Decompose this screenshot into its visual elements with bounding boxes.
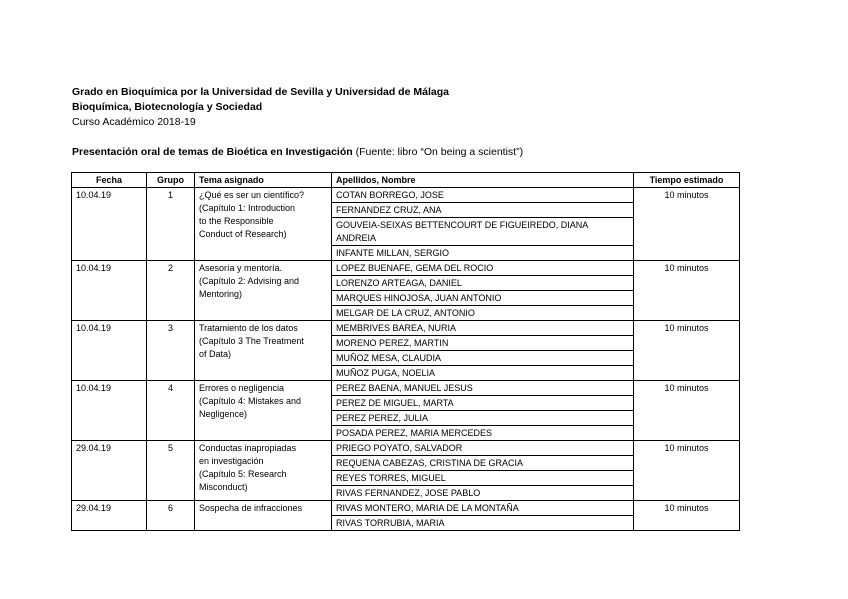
cell-tema bbox=[195, 188, 332, 261]
cell-tiempo: 10 minutos bbox=[634, 381, 740, 441]
cell-nombre: GOUVEIA-SEIXAS BETTENCOURT DE FIGUEIREDO, DIANA ANDREIA bbox=[332, 218, 634, 246]
tema-line: Mentoring) bbox=[199, 289, 243, 299]
document-header bbox=[72, 85, 449, 130]
cell-grupo: 6 bbox=[147, 501, 195, 531]
tema-line: Errores o negligencia bbox=[199, 383, 285, 393]
header-fecha: Fecha bbox=[72, 173, 147, 188]
cell-nombre: PEREZ DE MIGUEL, MARTA bbox=[332, 396, 634, 411]
tema-line: (Capítulo 1: Introduction bbox=[199, 203, 296, 213]
cell-nombre: RIVAS MONTERO, MARIA DE LA MONTAÑA bbox=[332, 501, 634, 516]
cell-tema bbox=[195, 501, 332, 531]
tema-line: Sospecha de infracciones bbox=[199, 503, 303, 513]
cell-tema bbox=[195, 381, 332, 441]
tema-line: of Data) bbox=[199, 349, 232, 359]
cell-nombre: LOPEZ BUENAFE, GEMA DEL ROCIO bbox=[332, 261, 634, 276]
header-tiempo: Tiempo estimado bbox=[634, 173, 740, 188]
cell-tema bbox=[195, 261, 332, 321]
cell-tiempo: 10 minutos bbox=[634, 441, 740, 501]
tema-line: Conductas inapropiadas bbox=[199, 443, 297, 453]
cell-nombre: MUÑOZ PUGA, NOELIA bbox=[332, 366, 634, 381]
cell-nombre: INFANTE MILLAN, SERGIO bbox=[332, 246, 634, 261]
cell-nombre: REQUENA CABEZAS, CRISTINA DE GRACIA bbox=[332, 456, 634, 471]
cell-fecha: 29.04.19 bbox=[72, 441, 147, 501]
cell-nombre: LORENZO ARTEAGA, DANIEL bbox=[332, 276, 634, 291]
cell-tiempo: 10 minutos bbox=[634, 321, 740, 381]
header-nombre: Apellidos, Nombre bbox=[332, 173, 634, 188]
cell-tema bbox=[195, 441, 332, 501]
section-title bbox=[72, 145, 523, 160]
cell-grupo: 4 bbox=[147, 381, 195, 441]
tema-line: (Capítulo 4: Mistakes and bbox=[199, 396, 302, 406]
cell-nombre: COTAN BORREGO, JOSE bbox=[332, 188, 634, 203]
section-title-source: (Fuente: libro “On being a scientist”) bbox=[352, 146, 524, 158]
tema-line: ¿Qué es ser un científico? bbox=[199, 190, 305, 200]
tema-line: Conduct of Research) bbox=[199, 229, 287, 239]
course-title: Bioquímica, Biotecnología y Sociedad bbox=[72, 101, 263, 113]
tema-line: (Capítulo 3 The Treatment bbox=[199, 336, 304, 346]
cell-nombre: POSADA PEREZ, MARIA MERCEDES bbox=[332, 426, 634, 441]
table-row bbox=[72, 321, 740, 336]
cell-grupo: 1 bbox=[147, 188, 195, 261]
cell-tiempo: 10 minutos bbox=[634, 501, 740, 531]
cell-grupo: 2 bbox=[147, 261, 195, 321]
tema-line: (Capítulo 5: Research bbox=[199, 469, 287, 479]
header-grupo: Grupo bbox=[147, 173, 195, 188]
cell-nombre: FERNANDEZ CRUZ, ANA bbox=[332, 203, 634, 218]
degree-title: Grado en Bioquímica por la Universidad de Sevilla y Universidad de Málaga bbox=[72, 86, 449, 98]
table-row bbox=[72, 501, 740, 516]
cell-grupo: 5 bbox=[147, 441, 195, 501]
tema-line: Asesoría y mentoría. bbox=[199, 263, 283, 273]
cell-nombre: PEREZ BAENA, MANUEL JESUS bbox=[332, 381, 634, 396]
cell-tiempo: 10 minutos bbox=[634, 188, 740, 261]
cell-nombre: MARQUES HINOJOSA, JUAN ANTONIO bbox=[332, 291, 634, 306]
cell-grupo: 3 bbox=[147, 321, 195, 381]
cell-fecha: 10.04.19 bbox=[72, 188, 147, 261]
cell-tema bbox=[195, 321, 332, 381]
cell-nombre: REYES TORRES, MIGUEL bbox=[332, 471, 634, 486]
cell-nombre: RIVAS FERNANDEZ, JOSE PABLO bbox=[332, 486, 634, 501]
cell-nombre: PRIEGO POYATO, SALVADOR bbox=[332, 441, 634, 456]
table-body bbox=[72, 188, 740, 531]
cell-fecha: 29.04.19 bbox=[72, 501, 147, 531]
table-row bbox=[72, 188, 740, 203]
header-tema: Tema asignado bbox=[195, 173, 332, 188]
table-header-row bbox=[72, 173, 740, 188]
tema-line: Negligence) bbox=[199, 409, 248, 419]
cell-nombre: MELGAR DE LA CRUZ, ANTONIO bbox=[332, 306, 634, 321]
cell-nombre: MEMBRIVES BAREA, NURIA bbox=[332, 321, 634, 336]
tema-line: Tratamiento de los datos bbox=[199, 323, 298, 333]
tema-line: Misconduct) bbox=[199, 482, 248, 492]
cell-nombre: MORENO PEREZ, MARTIN bbox=[332, 336, 634, 351]
cell-fecha: 10.04.19 bbox=[72, 321, 147, 381]
cell-nombre: MUÑOZ MESA, CLAUDIA bbox=[332, 351, 634, 366]
academic-year: Curso Académico 2018-19 bbox=[72, 116, 196, 128]
tema-line: en investigación bbox=[199, 456, 264, 466]
section-title-bold: Presentación oral de temas de Bioética en Investigación bbox=[72, 146, 353, 158]
cell-nombre: RIVAS TORRUBIA, MARIA bbox=[332, 516, 634, 531]
cell-tiempo: 10 minutos bbox=[634, 261, 740, 321]
table-row bbox=[72, 381, 740, 396]
presentations-table bbox=[71, 172, 740, 531]
table-row bbox=[72, 261, 740, 276]
cell-nombre: PEREZ PEREZ, JULIA bbox=[332, 411, 634, 426]
tema-line: (Capítulo 2: Advising and bbox=[199, 276, 300, 286]
table-row bbox=[72, 441, 740, 456]
tema-line: to the Responsible bbox=[199, 216, 274, 226]
cell-fecha: 10.04.19 bbox=[72, 381, 147, 441]
cell-fecha: 10.04.19 bbox=[72, 261, 147, 321]
